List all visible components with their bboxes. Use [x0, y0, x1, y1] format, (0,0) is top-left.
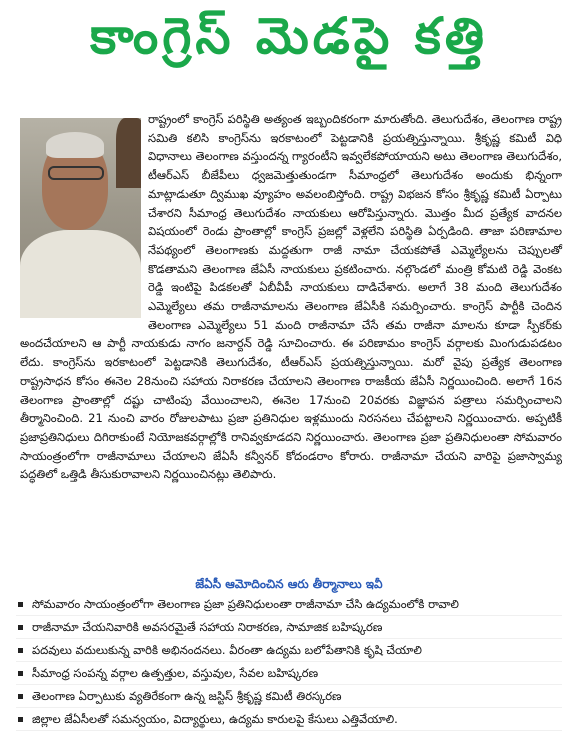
headline: కాంగ్రెస్ మెడపై కత్తి: [90, 7, 488, 65]
bullet-icon: [18, 602, 23, 607]
list-item: [16, 616, 562, 639]
bullet-icon: [18, 648, 23, 653]
background-person-shape: [116, 118, 141, 188]
bullet-icon: [18, 671, 23, 676]
glasses-icon: [48, 166, 104, 180]
list-item: [16, 639, 562, 662]
list-item-text: తెలంగాణ ఏర్పాటుకు వ్యతిరేకంగా ఉన్న జస్టిస్ శ్రీకృష్ణ కమిటీ తిరస్కరణ: [32, 689, 342, 703]
list-item-text: సోమవారం సాయంత్రంలోగా తెలంగాణ ప్రజా ప్రతినిధులంతా రాజీనామా చేసి ఉద్యమంలోకి రావాలి: [32, 597, 459, 611]
list-item-text: జిల్లాల జేఏసీలతో సమన్వయం, విద్యార్థులు, ఉద్యమ కారులపై కేసులు ఎత్తివేయాలి.: [32, 712, 398, 726]
person-photo-icon: [20, 118, 141, 318]
article-text: రాష్ట్రంలో కాంగ్రెస్ పరిస్థితి అత్యంత ఇబ్బందికరంగా మారుతోంది. తెలుగుదేశం, తెలంగాణ రాష్ట్ర సమితి కలిసి కాంగ్రెస్‌ను ఇరకాటంలో పెట్టడానికి ప్రయత్నిస్తున్నాయి. శ్రీకృష్ణ కమిటీ విధి విధానాలు తెలంగాణ వస్తుందన్న గ్యారంటీని ఇవ్వలేకపోయాయని అటు తెలంగాణ తెలుగుదేశం, టీఆర్‌ఎస్ బీజేపీలు ధ్వజమెత్తుతుండగా సీమాంధ్రలో తెలుగుదేశం అందుకు భిన్నంగా మాట్లాడుతూ ద్విముఖ వ్యూహం అవలంబిస్తోంది. రాష్ట్ర విభజన కోసం శ్రీకృష్ణ కమిటీ ఏర్పాటు చేశారని సీమాంధ్ర తెలుగుదేశం నాయకులు ఆరోపిస్తున్నారు. మొత్తం మీద ప్రత్యేక వాదనల విషయంలో రెండు ప్రాంతాల్లో కాంగ్రెస్ ప్రజల్లో వెళ్లలేని పరిస్థితి ఏర్పడింది. తాజా పరిణామాల నేపథ్యంలో తెలంగాణకు మద్దతుగా రాజీ నామా చేయకపోతే ఎమ్మెల్యేలను చెప్పులతో కొడతామని తెలంగాణ జేఏసీ నాయకులు ప్రకటించారు. నల్గొండలో మంత్రి కోమటి రెడ్డి వెంకట రెడ్డి ఇంటిపై పిడకలతో ఏబీవీపీ నాయకులు దాడిచేశారు. అలాగే 38 మంది తెలుగుదేశం ఎమ్మెల్యేలు తమ రాజీనామాలను తెలంగాణ జేఏసీకి సమర్పించారు. కాంగ్రెస్ పార్టీకి చెందిన తెలంగాణ ఎమ్మెల్యేలు 51 మంది రాజీనామా చేసే తమ రాజీనా మాలను కూడా స్పీకర్‌కు అందచేయాలని ఆ పార్టీ నాయకుడు నాగం జనార్దన్ రెడ్డి సూచించారు. ఈ పరిణామం కాంగ్రెస్ వర్గాలకు మింగుడుపడటం లేదు. కాంగ్రెస్‌ను ఇరకాటంలో పెట్టడానికి తెలుగుదేశం, టీఆర్‌ఎస్ ప్రయత్నిస్తున్నాయి. మరో వైపు ప్రత్యేక తెలంగాణ రాష్ట్రసాధన కోసం ఈనెల 28నుంచి సహాయ నిరాకరణ చేయాలని తెలంగాణ రాజకీయ జేఏసీ నిర్ణయించింది. అలాగే 16న తెలంగాణ ప్రాంతాల్లో దష్టు చాటింపు వేయించాలని, ఈనెల 17నుంచి 20వరకు విజ్ఞాపన పత్రాలు సమర్పించాలని తీర్మానించింది. 21 నుంచి వారం రోజులపాటు ప్రజా ప్రతినిధుల ఇళ్లముందు నిరసనలు చేపట్టాలని నిర్ణయించారు. అప్పటికీ ప్రజాప్రతినిధులు దిగిరాకుంటే నియోజకవర్గాల్లోకి రానివ్వకూడదని నిర్ణయించారు. తెలంగాణ ప్రజా ప్రతినిధులంతా సోమవారం సాయంత్రంలోగా రాజీనామాలు చేయాలని జేఏసీ కన్వీనర్ కోదండరాం కోరారు. రాజీనామా చేయని వారిపై ప్రజాస్వామ్య పద్ధతిలో ఒత్తిడి తీసుకురావాలని నిర్ణయించినట్లు తెలిపారు.: [20, 112, 562, 482]
bullet-icon: [18, 717, 23, 722]
shirt-shape: [20, 230, 141, 318]
resolutions-list: [16, 593, 562, 731]
list-item-text: సీమాంధ్ర సంపన్న వర్గాల ఉత్పత్తుల, వస్తువుల, సేవల బహిష్కరణ: [32, 666, 319, 680]
resolutions-heading: జేఏసీ ఆమోదించిన ఆరు తీర్మానాలు ఇవీ: [195, 577, 383, 591]
bullet-icon: [18, 694, 23, 699]
bullet-icon: [18, 625, 23, 630]
hair-shape: [46, 132, 104, 158]
list-item-text: రాజీనామా చేయనివారికి అవసరమైతే సహాయ నిరాకరణ, సామాజిక బహిష్కరణ: [32, 620, 383, 634]
list-item-text: పదవులు వదులుకున్న వారికి అభినందనలు. వీరంతా ఉద్యమ బలోపేతానికి కృషి చేయాలి: [32, 643, 422, 657]
list-item: [16, 685, 562, 708]
list-item: [16, 708, 562, 731]
list-item: [16, 662, 562, 685]
list-item: [16, 593, 562, 616]
